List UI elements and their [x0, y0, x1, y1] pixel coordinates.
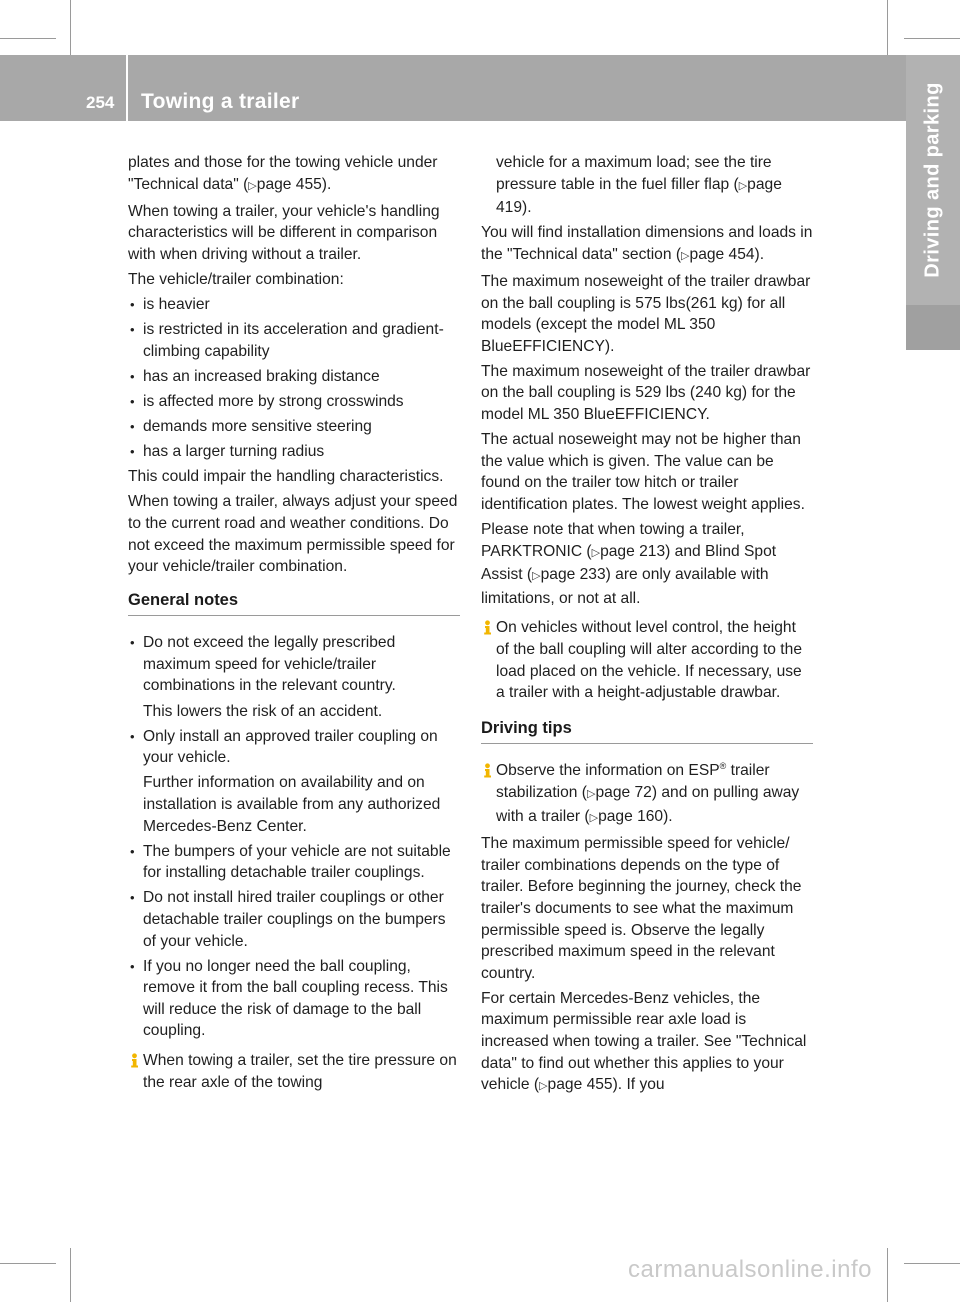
list-item-note: This lowers the risk of an accident. [143, 702, 383, 720]
info-note: When towing a trailer, set the tire pressure on the rear axle of the towing [128, 1050, 460, 1093]
section-heading-driving-tips: Driving tips [481, 718, 813, 745]
info-note: On vehicles without level control, the height of the ball coupling will alter according to the load placed on the vehicle. If necessary, use a trailer with a height-adjustable drawbar. [481, 617, 813, 703]
crop-mark-top-left-v [70, 0, 71, 56]
page-ref-arrow-icon: ▷ [589, 811, 599, 824]
list-item: • has an increased braking distance [128, 366, 460, 388]
paragraph: The maximum permissible speed for vehicle/ trailer combinations depends on the type of trailer. Before beginning the journey, check the trailer's documents to see what the maximum permissible speed is. Observe the legally prescribed maximum speed in the relevant country. [481, 835, 802, 982]
info-icon [481, 763, 494, 778]
page-ref-arrow-icon: ▷ [591, 546, 601, 559]
page-ref-link[interactable]: page 160). [598, 807, 673, 825]
paragraph: When towing a trailer, your vehicle's handling characteristics will be different in comparison with when driving without a trailer. [128, 202, 440, 263]
page-number: 254 [86, 93, 115, 112]
list-item: • Only install an approved trailer coupling on your vehicle. [128, 726, 460, 769]
right-column [481, 152, 813, 1101]
page-ref-arrow-icon: ▷ [539, 1080, 548, 1093]
page-ref-link[interactable]: page 233) are only available with limitations, or not at all. [481, 566, 769, 607]
crop-mark-top-right-h [904, 38, 960, 39]
side-tab-marker [906, 305, 960, 350]
info-note-continued: vehicle for a maximum load; see the tire pressure table in the fuel filler flap (▷page 419). [496, 154, 782, 217]
header-bar [0, 55, 906, 121]
info-icon [128, 1053, 141, 1068]
page-ref-link[interactable]: page 455). If you [547, 1076, 665, 1094]
left-column [128, 152, 460, 1097]
info-note: Observe the information on ESP® trailer stabilization (▷page 72) and on pulling away with a trailer (▷page 160). [481, 760, 813, 829]
page-ref-arrow-icon: ▷ [532, 570, 541, 583]
paragraph: Please note that when towing a trailer, PARKTRONIC (▷page 213) and Blind Spot Assist (▷page 233) are only available with limitations, or not at all. [481, 521, 777, 607]
paragraph: plates and those for the towing vehicle under "Technical data" (▷page 455). [128, 154, 438, 193]
crop-mark-top-right-v [887, 0, 888, 56]
page-ref-arrow-icon: ▷ [738, 179, 748, 192]
page-title: Towing a trailer [141, 90, 300, 113]
list-item: • has a larger turning radius [128, 441, 460, 463]
header-separator [126, 55, 128, 121]
crop-mark-bottom-left-v [70, 1248, 71, 1302]
page-ref-arrow-icon: ▷ [681, 249, 690, 262]
page-ref-arrow-icon: ▷ [248, 179, 257, 192]
crop-mark-bottom-right-v [887, 1248, 888, 1302]
list-item: • The bumpers of your vehicle are not suitable for installing detachable trailer couplings. [128, 841, 460, 884]
side-tab-label-wrap [906, 55, 960, 305]
page-ref-link[interactable]: page 419). [496, 175, 782, 217]
crop-mark-top-left-h [0, 38, 56, 39]
paragraph: The actual noseweight may not be higher than the value which is given. The value can be found on the trailer tow hitch or trailer identification plates. The lowest weight applies. [481, 431, 805, 513]
paragraph: For certain Mercedes-Benz vehicles, the maximum permissible rear axle load is increased when towing a trailer. See "Technical data" to find out whether this applies to your vehicle (▷page 455). If you [481, 989, 807, 1094]
side-tab-label: Driving and parking [921, 82, 944, 278]
registered-mark: ® [719, 761, 727, 772]
paragraph: The maximum noseweight of the trailer drawbar on the ball coupling is 575 lbs(261 kg) for all models (except the model ML 350 BlueEFFICIENCY). [481, 272, 811, 355]
list-item: • is heavier [128, 294, 460, 316]
section-heading-general-notes: General notes [128, 590, 460, 617]
paragraph: When towing a trailer, always adjust your speed to the current road and weather conditions. Do not exceed the maximum permissible speed for your vehicle/trailer combination. [128, 493, 458, 576]
page-ref-arrow-icon: ▷ [587, 787, 596, 800]
crop-mark-bottom-left-h [0, 1263, 56, 1264]
paragraph: The maximum noseweight of the trailer drawbar on the ball coupling is 529 lbs (240 kg) for the model ML 350 BlueEFFICIENCY. [481, 362, 811, 424]
page-ref-link[interactable]: page 72) and on pulling away with a trailer ( [496, 783, 800, 825]
list-item-note: Further information on availability and on installation is available from any authorized Mercedes-Benz Center. [143, 774, 441, 835]
page-ref-link[interactable]: page 213) and Blind Spot Assist ( [481, 542, 777, 584]
list-item: • If you no longer need the ball coupling, remove it from the ball coupling recess. This will reduce the risk of damage to the ball coupling. [128, 956, 460, 1042]
list-item: • is restricted in its acceleration and gradient-climbing capability [128, 319, 460, 362]
page-ref-link[interactable]: page 455). [256, 175, 332, 193]
footer-watermark: carmanualsonline.info [628, 1256, 872, 1283]
page-ref-link[interactable]: page 454). [689, 245, 765, 263]
list-item: • demands more sensitive steering [128, 416, 460, 438]
crop-mark-bottom-right-h [904, 1263, 960, 1264]
list-item: • is affected more by strong crosswinds [128, 391, 460, 413]
list-item: • Do not exceed the legally prescribed maximum speed for vehicle/trailer combinations in the relevant country. [128, 632, 460, 697]
paragraph: This could impair the handling characteristics. [128, 468, 444, 486]
paragraph: The vehicle/trailer combination: [128, 270, 344, 288]
paragraph: You will find installation dimensions and loads in the "Technical data" section (▷page 454). [481, 224, 813, 263]
list-item: • Do not install hired trailer couplings or other detachable trailer couplings on the bumpers of your vehicle. [128, 887, 460, 952]
info-icon [481, 620, 494, 635]
